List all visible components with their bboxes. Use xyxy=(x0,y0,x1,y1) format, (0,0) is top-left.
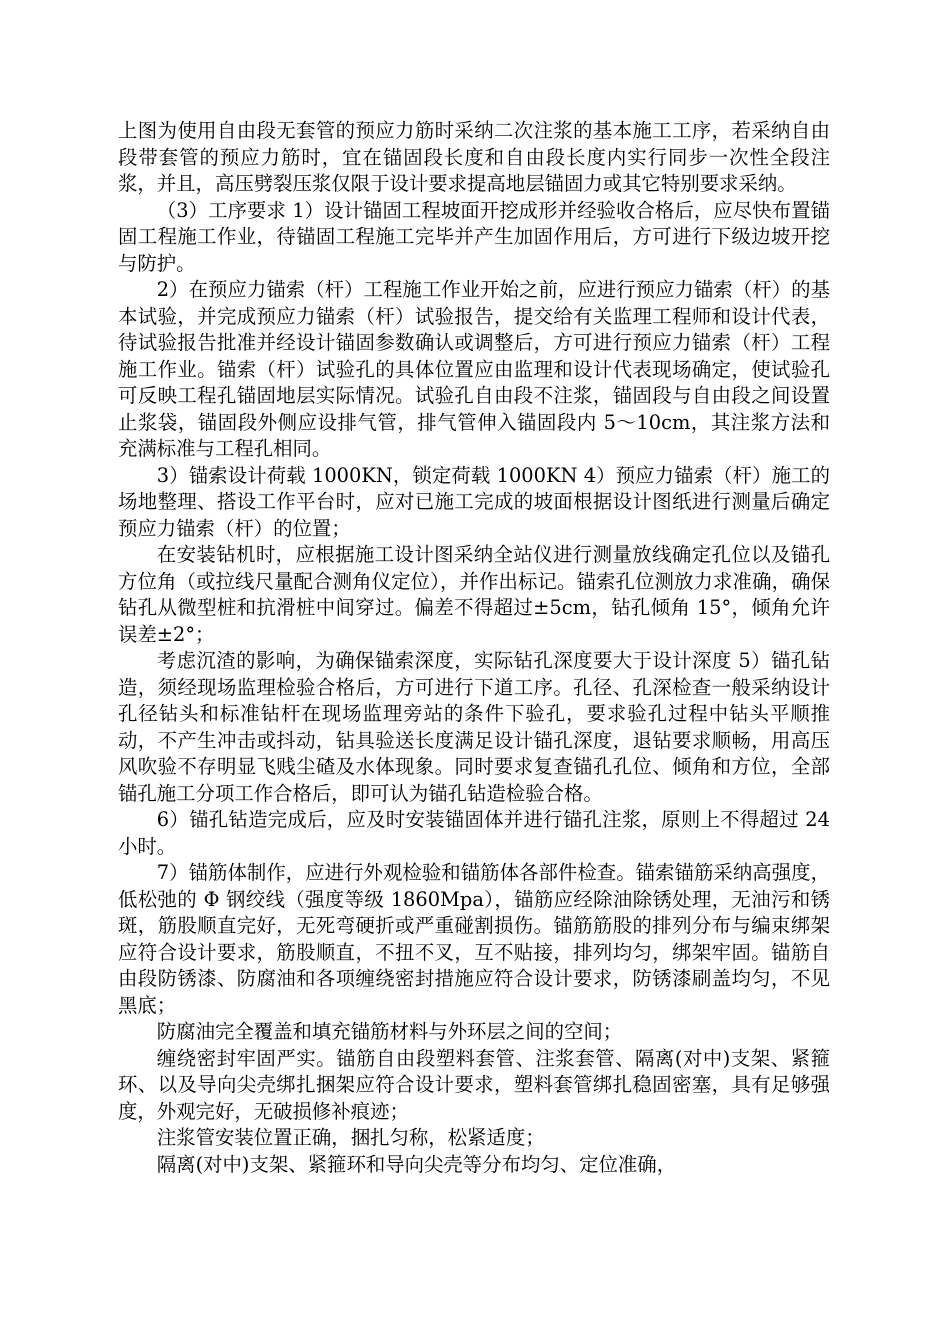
document-body xyxy=(118,118,830,1178)
paragraph-4: 3）锚索设计荷载 1000KN，锁定荷载 1000KN 4）预应力锚索（杆）施工的场地整理、搭设工作平台时，应对已施工完成的坡面根据设计图纸进行测量后确定预应力锚索（杆）的位置； xyxy=(118,463,830,540)
paragraph-6: 考虑沉渣的影响，为确保锚索深度，实际钻孔深度要大于设计深度 5）锚孔钻造，须经现场监理检验合格后，方可进行下道工序。孔径、孔深检查一般采纳设计孔径钻头和标准钻杆在现场监理旁站的条件下验孔，要求验孔过程中钻头平顺推动，不产生冲击或抖动，钻具验送长度满足设计锚孔深度，退钻要求顺畅，用高压风吹验不存明显飞贱尘碴及水体现象。同时要求复查锚孔孔位、倾角和方位，全部锚孔施工分项工作合格后，即可认为锚孔钻造检验合格。 xyxy=(118,649,830,805)
paragraph-8: 7）锚筋体制作，应进行外观检验和锚筋体各部件检查。锚索锚筋采纳高强度，低松弛的 Φ 钢绞线（强度等级 1860Mpa），锚筋应经除油除锈处理，无油污和锈斑，筋股顺直完好，无死弯硬折或严重碰割损伤。锚筋筋股的排列分布与编束绑架应符合设计要求，筋股顺直，不扭不叉，互不贴接，排列均匀，绑架牢固。锚筋自由段防锈漆、防腐油和各项缠绕密封措施应符合设计要求，防锈漆刷盖均匀，不见黑底； xyxy=(118,861,830,1017)
paragraph-5: 在安装钻机时，应根据施工设计图采纳全站仪进行测量放线确定孔位以及锚孔方位角（或拉线尺量配合测角仪定位），并作出标记。锚索孔位测放力求准确，确保钻孔从微型桩和抗滑桩中间穿过。偏差不得超过±5cm，钻孔倾角 15°，倾角允许误差±2°； xyxy=(118,543,830,646)
paragraph-2: （3）工序要求 1）设计锚固工程坡面开挖成形并经验收合格后，应尽快布置锚固工程施工作业，待锚固工程施工完毕并产生加固作用后，方可进行下级边坡开挖与防护。 xyxy=(118,198,830,275)
paragraph-9: 防腐油完全覆盖和填充锚筋材料与外环层之间的空间； xyxy=(156,1020,623,1043)
paragraph-3: 2）在预应力锚索（杆）工程施工作业开始之前，应进行预应力锚索（杆）的基本试验，并完成预应力锚索（杆）试验报告，提交给有关监理工程师和设计代表，待试验报告批准并经设计锚固参数确认或调整后，方可进行预应力锚索（杆）工程施工作业。锚索（杆）试验孔的具体位置应由监理和设计代表现场确定，使试验孔可反映工程孔锚固地层实际情况。试验孔自由段不注浆，锚固段与自由段之间设置止浆袋，锚固段外侧应设排气管，排气管伸入锚固段内 5～10cm，其注浆方法和充满标准与工程孔相同。 xyxy=(118,278,830,460)
paragraph-10: 缠绕密封牢固严实。锚筋自由段塑料套管、注浆套管、隔离(对中)支架、紧箍环、以及导向尖壳绑扎捆架应符合设计要求，塑料套管绑扎稳固密塞，具有足够强度，外观完好，无破损修补痕迹； xyxy=(118,1046,830,1123)
paragraph-11: 注浆管安装位置正确，捆扎匀称，松紧适度； xyxy=(156,1126,545,1149)
paragraph-1: 上图为使用自由段无套管的预应力筋时采纳二次注浆的基本施工工序，若采纳自由段带套管的预应力筋时，宜在锚固段长度和自由段长度内实行同步一次性全段注浆，并且，高压劈裂压浆仅限于设计要求提高地层锚固力或其它特别要求采纳。 xyxy=(118,119,830,195)
paragraph-7: 6）锚孔钻造完成后，应及时安装锚固体并进行锚孔注浆，原则上不得超过 24 小时。 xyxy=(118,808,830,858)
paragraph-12: 隔离(对中)支架、紧箍环和导向尖壳等分布均匀、定位准确， xyxy=(156,1152,677,1176)
